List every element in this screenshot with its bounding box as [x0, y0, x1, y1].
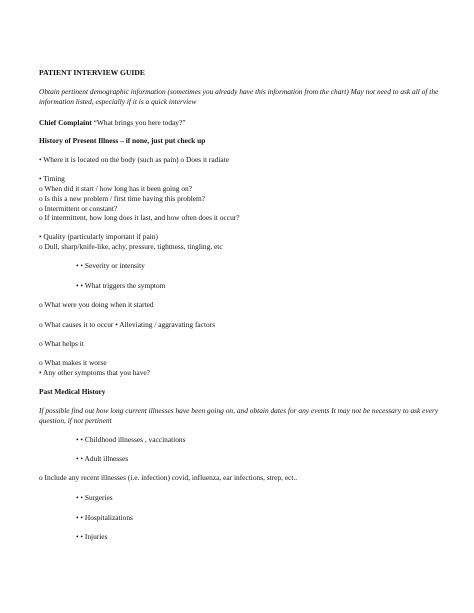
timing-question-frequency: o If intermittent, how long does it last, and how often does it occur? [39, 213, 240, 222]
bullet-marks: • • [76, 493, 84, 502]
quality-detail: o Dull, sharp/knife-like, achy, pressure, tightness, tingling, etc [39, 242, 223, 251]
timing-line: • Timing [39, 174, 65, 183]
childhood-item [76, 435, 446, 445]
severity-item [76, 261, 446, 271]
chief-complaint-line [39, 118, 446, 128]
injuries-item [76, 532, 446, 542]
chief-complaint-text: “What brings you here today?” [93, 118, 186, 127]
doing-line: o What were you doing when it started [39, 300, 154, 309]
severity-text: Severity or intensity [84, 261, 145, 270]
surgeries-text: Surgeries [84, 493, 113, 502]
document-title: PATIENT INTERVIEW GUIDE [39, 68, 145, 77]
adult-item [76, 454, 446, 464]
other-symptoms-line: • Any other symptoms that you have? [39, 368, 150, 377]
history-heading: History of Present Illness – if none, just put check up [39, 136, 206, 145]
timing-question-new: o Is this a new problem / first time having this problem? [39, 194, 206, 203]
bullet-marks: • • [76, 454, 84, 463]
chief-complaint-label: Chief Complaint [39, 118, 92, 127]
pmh-heading: Past Medical History [39, 387, 106, 396]
childhood-text: Childhood illnesses , vaccinations [84, 435, 186, 444]
surgeries-item [76, 493, 446, 503]
injuries-text: Injuries [84, 532, 108, 541]
triggers-text: What triggers the symptom [84, 281, 166, 290]
location-line: • Where it is located on the body (such as pain) o Does it radiate [39, 155, 230, 164]
timing-question-start: o When did it start / how long has it been going on? [39, 184, 192, 193]
recent-illness-line: o Include any recent illnesses (i.e. infection) covid, influenza, ear infections, strep, ect.. [39, 473, 298, 482]
bullet-marks: • • [76, 261, 84, 270]
bullet-marks: • • [76, 435, 84, 444]
bullet-marks: • • [76, 513, 84, 522]
hospitalizations-item [76, 513, 446, 523]
worse-line: o What makes it worse [39, 358, 107, 367]
quality-line: • Quality (particularly important if pain) [39, 232, 158, 241]
triggers-item [76, 281, 446, 291]
bullet-marks: • • [76, 281, 84, 290]
helps-line: o What helps it [39, 339, 84, 348]
adult-text: Adult illnesses [84, 454, 129, 463]
hospitalizations-text: Hospitalizations [84, 513, 133, 522]
intro-note: Obtain pertinent demographic information (sometimes you already have this information from the chart) May not need to ask all of the information listed, especially if it is a quick interview [39, 87, 439, 106]
timing-question-intermittent: o Intermittent or constant? [39, 204, 118, 213]
causes-line: o What causes it to occur • Alleviating / aggravating factors [39, 320, 216, 329]
bullet-marks: • • [76, 532, 84, 541]
pmh-note: If possible find out how long current illnesses have been going on, and obtain dates for any events It may not be necessary to ask every question, if not pertinent [39, 406, 439, 425]
